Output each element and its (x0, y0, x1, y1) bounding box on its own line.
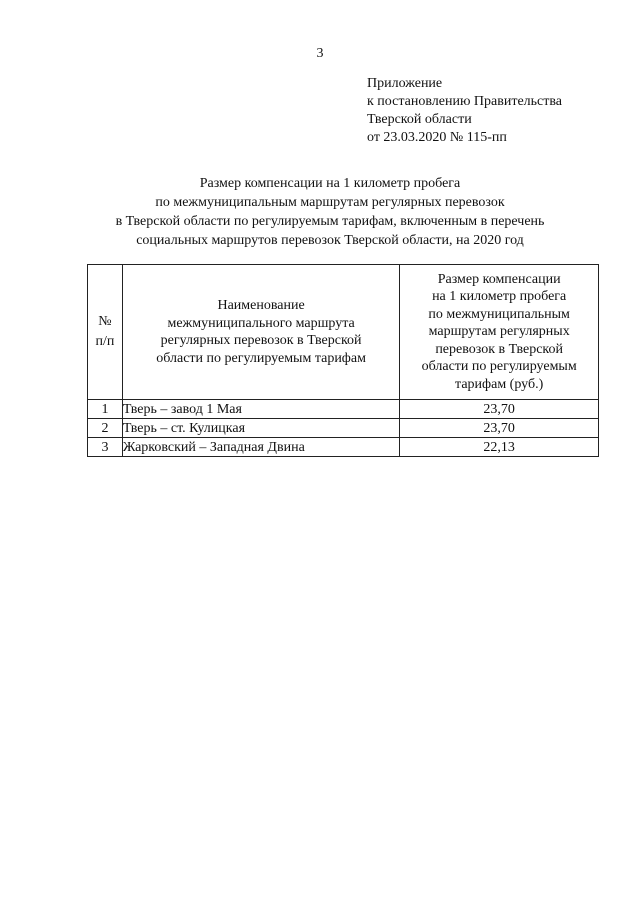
header-route-name (122, 265, 399, 400)
header-name-line: Наименование (217, 298, 305, 313)
route-name: Тверь – завод 1 Мая (122, 400, 399, 419)
header-value-line: Размер компенсации (437, 271, 561, 287)
header-value-line: перевозок в Тверской (435, 341, 564, 357)
route-name: Жарковский – Западная Двина (122, 438, 399, 457)
header-num (88, 265, 123, 400)
title-line: социальных маршрутов перевозок Тверской области, на 2020 год (136, 233, 524, 248)
header-value-line: на 1 километр пробега (432, 289, 567, 305)
row-number: 1 (88, 400, 123, 419)
header-value-line: по межмуниципальным (428, 306, 570, 322)
appendix-line: к постановлению Правительства (367, 94, 563, 109)
header-compensation (400, 265, 599, 400)
appendix-line: Приложение (367, 76, 443, 91)
table-row (88, 419, 599, 438)
page-number: 3 (316, 46, 324, 61)
header-value-line: маршрутам регулярных (428, 324, 570, 340)
document-title (0, 174, 640, 250)
table-row (88, 438, 599, 457)
route-name: Тверь – ст. Кулицкая (122, 419, 399, 438)
header-value-line: тарифам (руб.) (455, 376, 544, 392)
header-num-line: № (98, 314, 112, 329)
appendix-line: Тверской области (367, 112, 472, 127)
row-number: 2 (88, 419, 123, 438)
table-header-row (88, 265, 599, 400)
compensation-table (87, 264, 599, 457)
title-line: по межмуниципальным маршрутам регулярных перевозок (155, 195, 505, 210)
appendix-line: от 23.03.2020 № 115-пп (367, 130, 507, 145)
header-value-line: области по регулируемым (421, 359, 577, 375)
header-name-line: регулярных перевозок в Тверской (160, 333, 362, 348)
compensation-value: 22,13 (400, 438, 599, 457)
title-line: в Тверской области по регулируемым тарифам, включенным в перечень (115, 214, 545, 229)
compensation-value: 23,70 (400, 400, 599, 419)
table-row (88, 400, 599, 419)
header-num-line: п/п (95, 334, 115, 349)
title-line: Размер компенсации на 1 километр пробега (199, 176, 461, 191)
compensation-value: 23,70 (400, 419, 599, 438)
appendix-block (367, 75, 562, 147)
header-name-line: области по регулируемым тарифам (156, 350, 366, 366)
header-name-line: межмуниципального маршрута (167, 315, 355, 331)
row-number: 3 (88, 438, 123, 457)
